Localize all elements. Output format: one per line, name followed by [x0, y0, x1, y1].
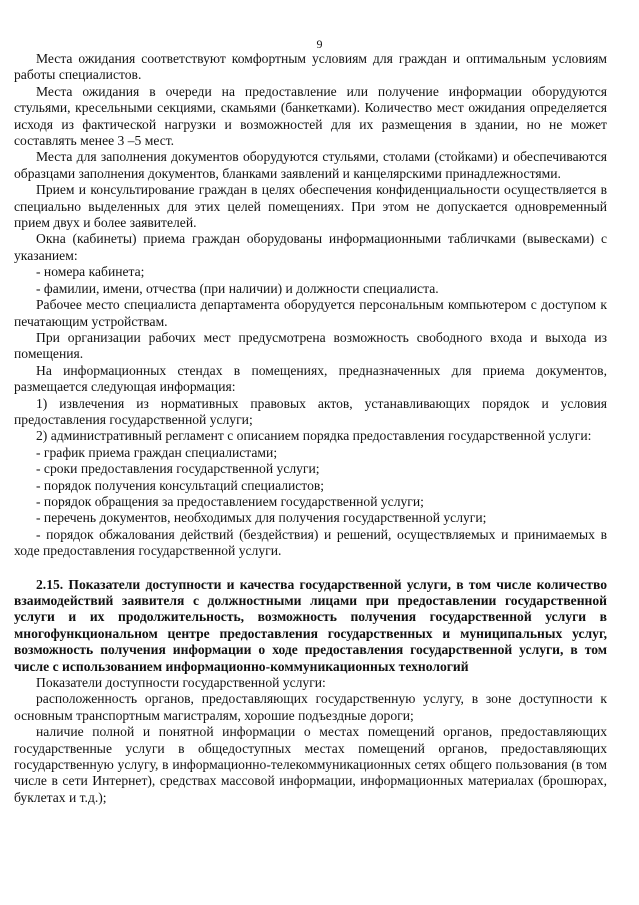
paragraph: Места ожидания в очереди на предоставление или получение информации оборудуются стульями, кресельными секциями, скамьями (банкетками). Количество мест ожидания определяется исходя из фактической нагрузки и возможностей для их размещения в здании, но не может составлять менее 3 –5 мест. — [14, 83, 607, 149]
paragraph: Места для заполнения документов оборудуются стульями, столами (стойками) и обеспечиваются образцами заполнения документов, бланками заявлений и канцелярскими принадлежностями. — [14, 149, 607, 181]
list-item: - график приема граждан специалистами; — [36, 444, 278, 460]
list-item: - фамилии, имени, отчества (при наличии) и должности специалиста. — [36, 280, 439, 296]
list-item: - порядок получения консультаций специалистов; — [36, 477, 325, 493]
paragraph: расположенность органов, предоставляющих государственную услугу, в зоне доступности к основным транспортным магистралям, хорошие подъездные дороги; — [14, 691, 607, 723]
list-item: - порядок обжалования действий (бездействия) и решений, осуществляемых и принимаемых в ходе предоставления государственной услуги. — [14, 526, 607, 559]
paragraph: Рабочее место специалиста департамента оборудуется персональным компьютером с доступом к печатающим устройствам. — [14, 297, 607, 329]
document-body — [14, 51, 607, 806]
numbered-item: 2) административный регламент с описанием порядка предоставления государственной услуги: — [36, 428, 592, 444]
paragraph: Прием и консультирование граждан в целях обеспечения конфиденциальности осуществляется в специально выделенных для этих целей помещениях. При этом не допускается одновременный прием двух и более заявителей. — [14, 182, 607, 231]
numbered-item: 1) извлечения из нормативных правовых актов, устанавливающих порядок и условия предоставления государственной услуги; — [14, 395, 607, 427]
paragraph: Показатели доступности государственной услуги: — [36, 675, 326, 691]
paragraph: На информационных стендах в помещениях, предназначенных для приема документов, размещается следующая информация: — [14, 362, 607, 395]
list-item: - перечень документов, необходимых для получения государственной услуги; — [36, 510, 487, 526]
list-item: - порядок обращения за предоставлением государственной услуги; — [36, 493, 424, 509]
paragraph: Окна (кабинеты) приема граждан оборудованы информационными табличками (вывесками) с указанием: — [14, 231, 607, 263]
paragraph: Места ожидания соответствуют комфортным условиям для граждан и оптимальным условиям работы специалистов. — [14, 51, 607, 83]
paragraph: наличие полной и понятной информации о местах помещений органов, предоставляющих государственные услуги в общедоступных местах помещений органов, предоставляющих государственную услугу, в информационно-телекоммуникационных сетях общего пользования (в том числе в сети Интернет), средствах массовой информации, информационных материалах (брошюрах, буклетах и т.д.); — [14, 724, 607, 805]
page-number: 9 — [316, 37, 323, 51]
list-item: - сроки предоставления государственной услуги; — [36, 461, 320, 477]
paragraph: При организации рабочих мест предусмотрена возможность свободного входа и выхода из помещения. — [14, 329, 607, 362]
section-heading: 2.15. Показатели доступности и качества государственной услуги, в том числе количество взаимодействий заявителя с должностными лицами при предоставлении государственной услуги и их продолжительность, возможность получения государственной услуги в многофункциональном центре предоставления государственных и муниципальных услуг, возможность получения информации о ходе предоставления государственной услуги, в том числе с использованием информационно-коммуникационных технологий — [14, 576, 607, 674]
list-item: - номера кабинета; — [36, 264, 145, 280]
